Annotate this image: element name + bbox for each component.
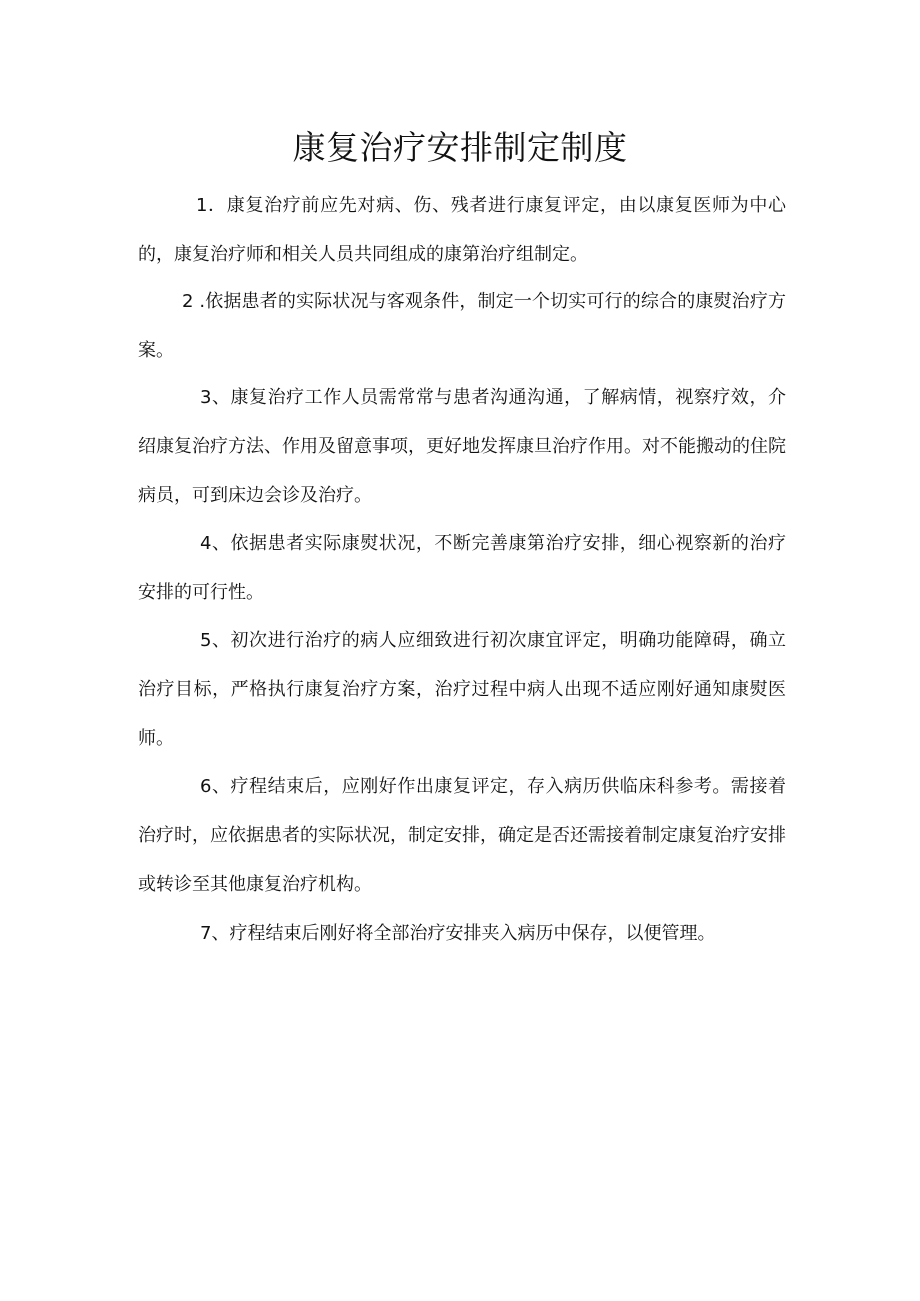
clause-1: 1．康复治疗前应先对病、伤、残者进行康复评定，由以康复医师为中心的，康复治疗师和相关人员共同组成的康第治疗组制定。 [138,195,786,265]
clause-4: 4、依据患者实际康熨状况，不断完善康第治疗安排，细心视察新的治疗安排的可行性。 [138,533,786,603]
clause-2: 2 .依据患者的实际状况与客观条件，制定一个切实可行的综合的康熨治疗方案。 [138,291,786,361]
clause-7: 7、疗程结束后刚好将全部治疗安排夹入病历中保存，以便管理。 [200,923,716,944]
document-title: 康复治疗安排制定制度 [292,128,628,167]
clause-6: 6、疗程结束后，应刚好作出康复评定，存入病历供临床科参考。需接着治疗时，应依据患者的实际状况，制定安排，确定是否还需接着制定康复治疗安排或转诊至其他康复治疗机构。 [138,776,786,895]
clause-5: 5、初次进行治疗的病人应细致进行初次康宜评定，明确功能障碍，确立治疗目标，严格执行康复治疗方案，治疗过程中病人出现不适应刚好通知康熨医师。 [138,630,786,749]
clause-3: 3、康复治疗工作人员需常常与患者沟通沟通，了解病情，视察疗效，介绍康复治疗方法、作用及留意事项，更好地发挥康旦治疗作用。对不能搬动的住院病员，可到床边会诊及治疗。 [138,387,786,506]
